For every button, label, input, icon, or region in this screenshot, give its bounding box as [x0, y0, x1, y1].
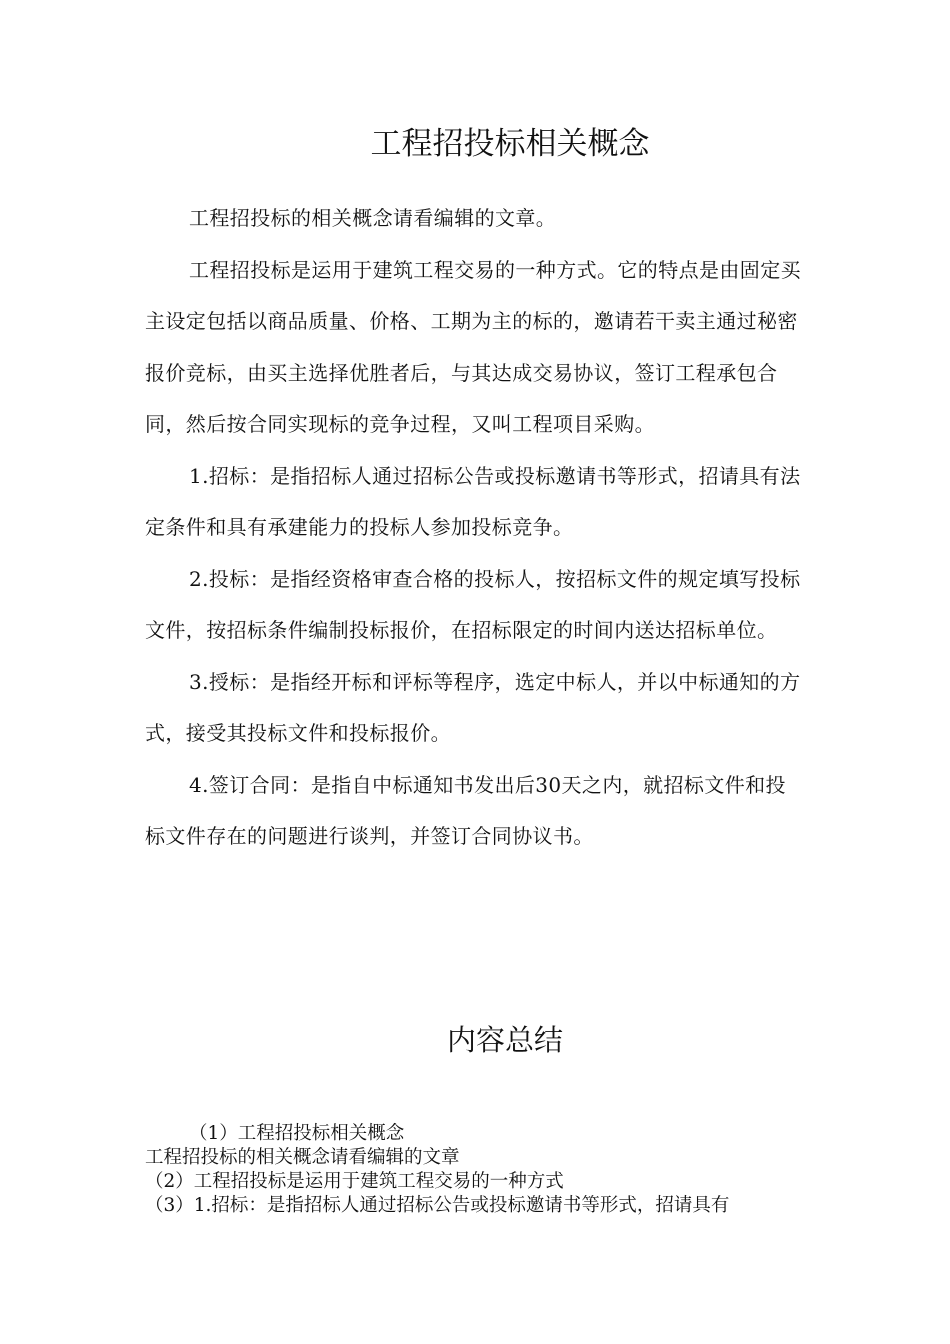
document-body: [145, 193, 801, 863]
summary-item: 工程招投标的相关概念请看编辑的文章: [145, 1147, 460, 1168]
paragraph-contract-signing: 4.签订合同：是指自中标通知书发出后30天之内，就招标文件和投标文件存在的问题进行谈判，并签订合同协议书。: [145, 772, 786, 848]
paragraph-intro: 工程招投标的相关概念请看编辑的文章。: [189, 206, 557, 230]
paragraph-bid-submission: 2.投标：是指经资格审查合格的投标人，按招标文件的规定填写投标文件，按招标条件编制投标报价，在招标限定的时间内送达招标单位。: [145, 566, 801, 642]
summary-item: （3）1.招标：是指招标人通过招标公告或投标邀请书等形式，招请具有: [145, 1195, 730, 1216]
summary-item: （2）工程招投标是运用于建筑工程交易的一种方式: [145, 1171, 564, 1192]
paragraph-definition: 工程招投标是运用于建筑工程交易的一种方式。它的特点是由固定买主设定包括以商品质量、价格、工期为主的标的，邀请若干卖主通过秘密报价竞标，由买主选择优胜者后，与其达成交易协议，签订工程承包合同，然后按合同实现标的竞争过程，又叫工程项目采购。: [145, 257, 801, 436]
paragraph-award: 3.授标：是指经开标和评标等程序，选定中标人，并以中标通知的方式，接受其投标文件和投标报价。: [145, 669, 801, 745]
document-title: 工程招投标相关概念: [370, 126, 650, 162]
summary-item: （1）工程招投标相关概念: [189, 1123, 405, 1144]
paragraph-bidding-invitation: 1.招标：是指招标人通过招标公告或投标邀请书等形式，招请具有法定条件和具有承建能力的投标人参加投标竞争。: [145, 463, 801, 539]
summary-list: [145, 1122, 805, 1218]
summary-title: 内容总结: [446, 1023, 563, 1057]
